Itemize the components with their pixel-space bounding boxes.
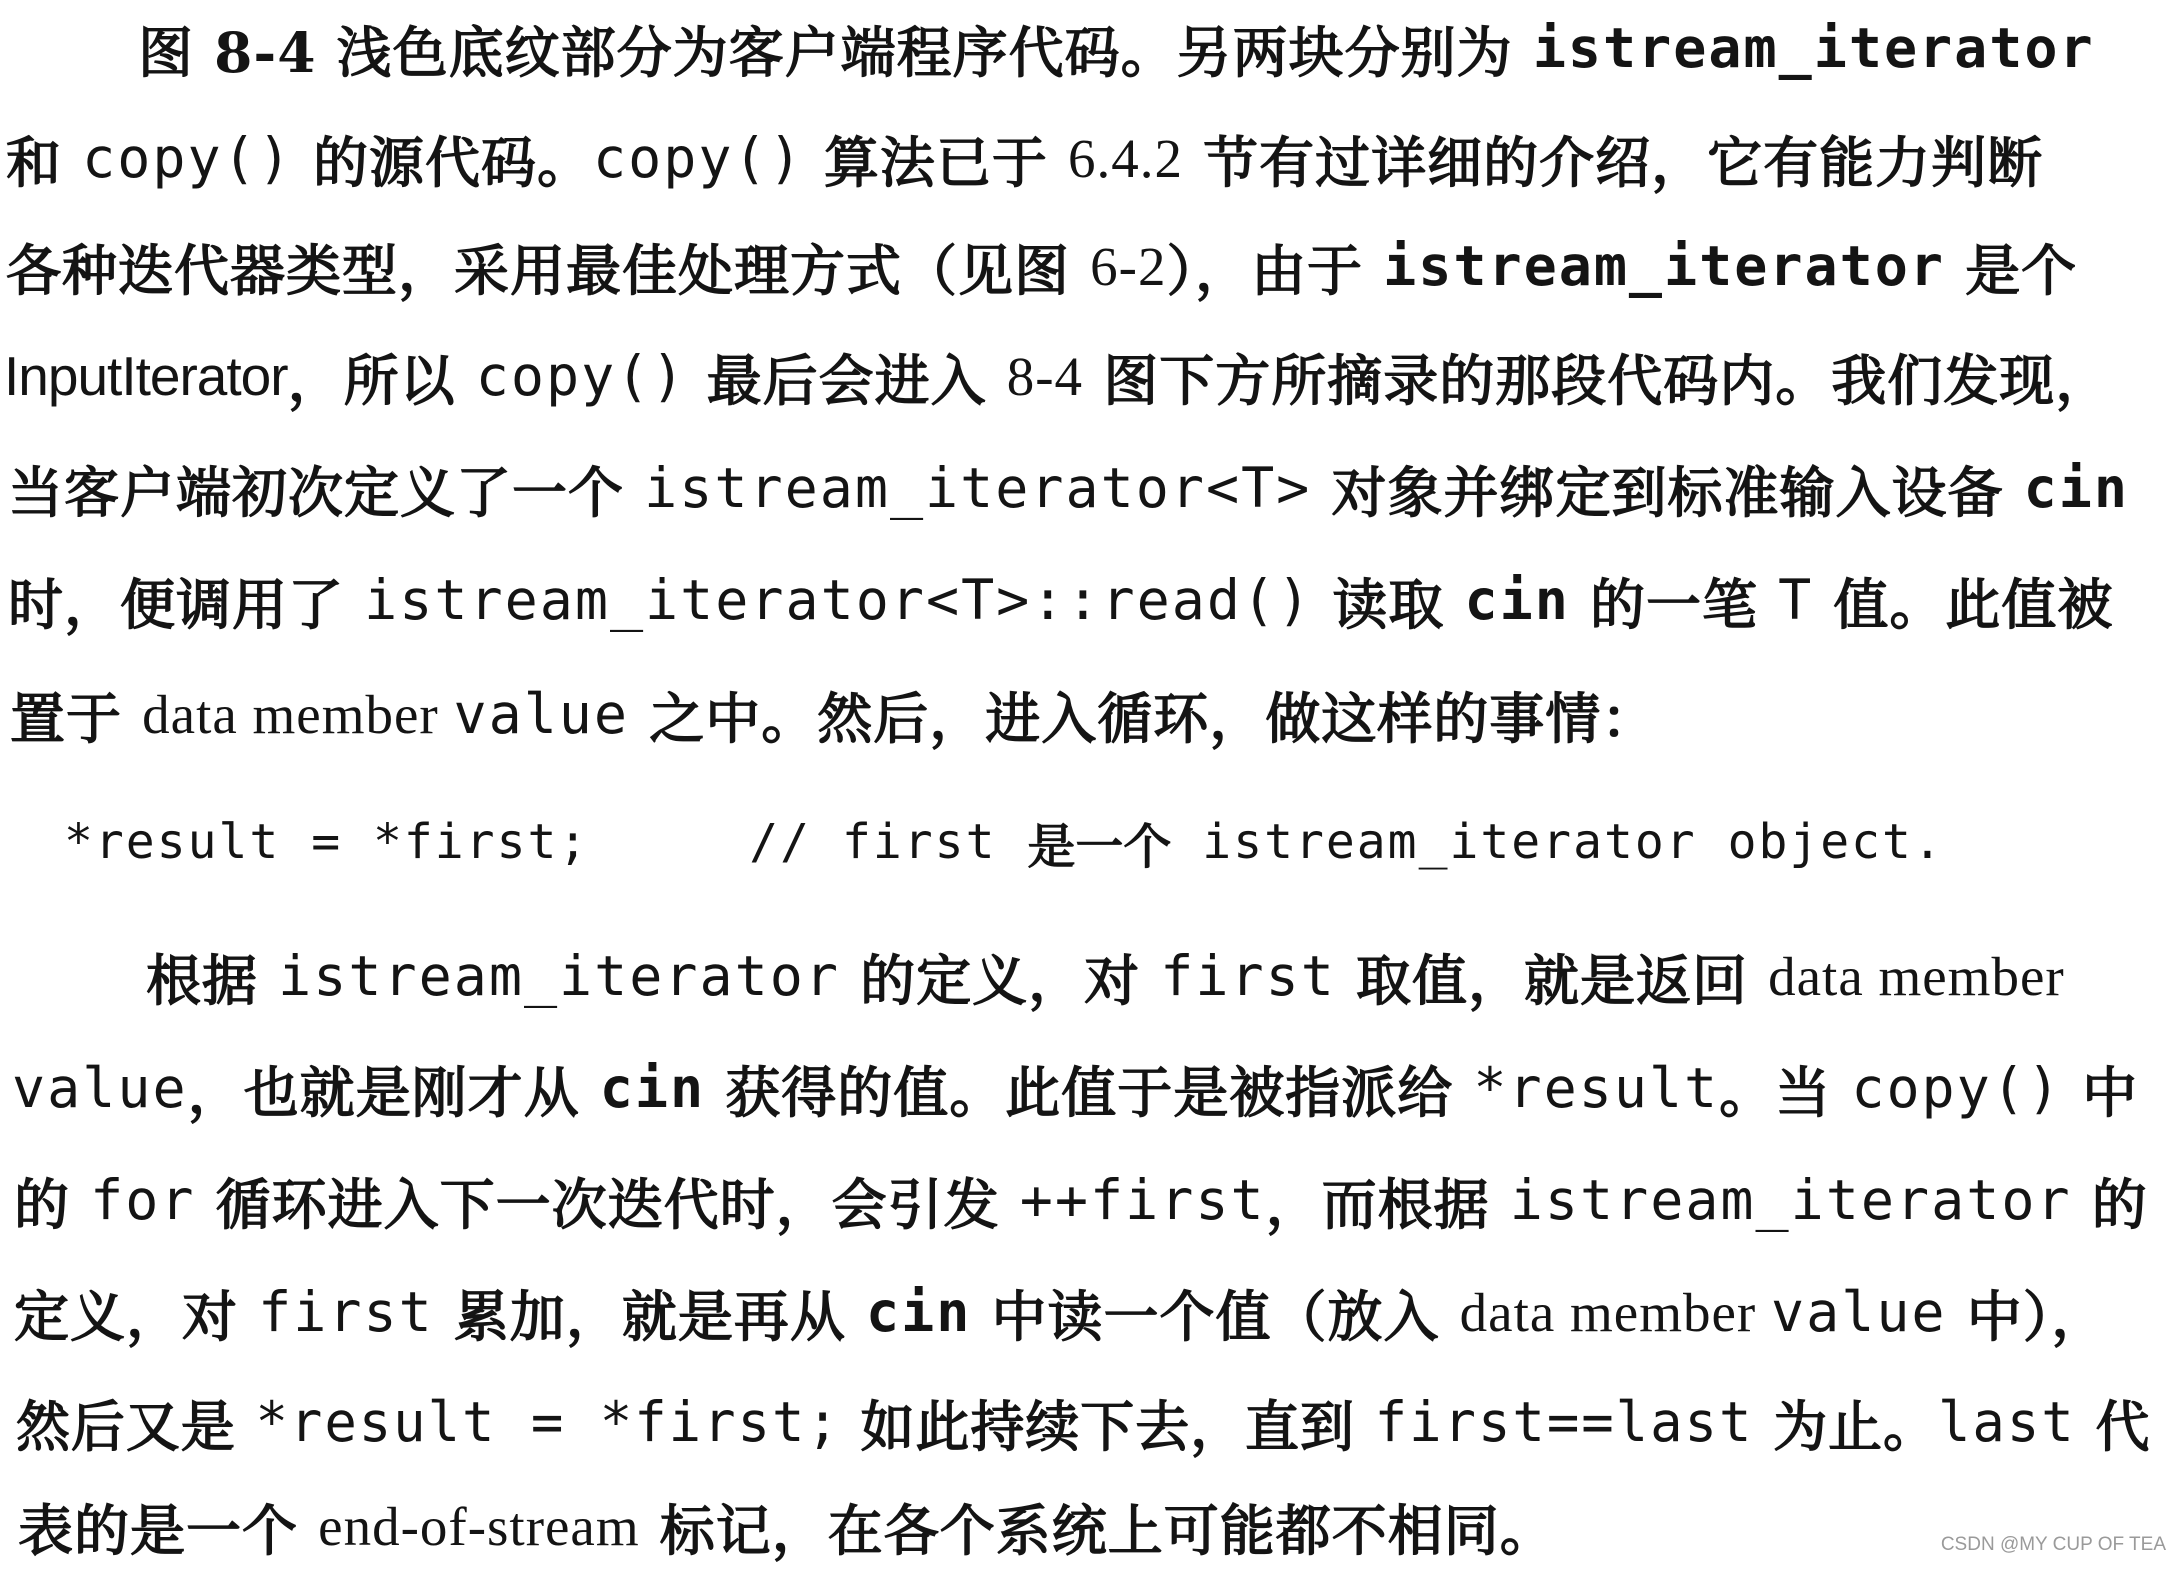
text-run: istream_iterator: [1383, 234, 1945, 298]
text-run: 算法已于: [803, 129, 1068, 195]
text-run: ++first: [1019, 1168, 1266, 1232]
text-run: 累加，就是再从: [433, 1283, 867, 1349]
text-run: 值。此值被: [1813, 571, 2114, 637]
text-run: ，也就是刚才从: [187, 1059, 600, 1125]
text-run: data member: [1459, 1281, 1771, 1343]
text-run: 中: [2062, 1059, 2139, 1125]
code-statement: *result = *first;: [64, 814, 590, 870]
text-run: istream_iterator: [1532, 16, 2095, 80]
text-run: 如此持续下去，直到: [840, 1393, 1375, 1459]
text-run: for: [90, 1168, 196, 1232]
text-run: value: [453, 682, 630, 746]
paragraph-1-line: [6, 218, 2077, 314]
text-run: end-of-stream: [318, 1495, 640, 1557]
paragraph-2-line: [18, 1478, 1556, 1574]
text-run: 的: [2071, 1171, 2148, 1237]
text-run: 然后又是: [16, 1393, 256, 1459]
paragraph-2-line: [14, 1152, 2148, 1248]
paragraph-2-line: [14, 1264, 2107, 1360]
text-run: 和: [6, 129, 83, 195]
text-run: 8-4: [1006, 345, 1084, 407]
text-run: 读取: [1312, 571, 1465, 637]
text-run: 节有过详细的介绍，它有能力判断: [1182, 129, 2044, 195]
text-run: 6.4.2: [1067, 127, 1183, 189]
text-run: 的定义，对: [839, 947, 1161, 1013]
text-run: first: [258, 1280, 434, 1344]
text-run: ，而根据: [1265, 1171, 1510, 1237]
text-run: 的一笔: [1569, 571, 1779, 637]
paragraph-1-line: [8, 440, 2129, 536]
text-run: copy(): [475, 344, 687, 408]
text-run: 是个: [1944, 237, 2078, 303]
code-comment-suffix: istream_iterator object.: [1171, 814, 1944, 870]
text-run: *result = *first;: [255, 1390, 841, 1454]
text-run: 图下方所摘录的那段代码内。我们发现，: [1083, 347, 2112, 413]
code-example: [64, 800, 1944, 884]
text-run: value: [12, 1056, 188, 1120]
text-run: 根据: [146, 947, 279, 1013]
text-run: 置于: [10, 685, 143, 751]
text-run: T: [1778, 568, 1814, 632]
code-comment-zh: 是一个: [1027, 818, 1172, 875]
text-run: 取值，就是返回: [1335, 947, 1769, 1013]
text-run: data member: [142, 683, 454, 745]
text-run: 代: [2075, 1393, 2151, 1459]
watermark: CSDN @MY CUP OF TEA: [1940, 1534, 2166, 1555]
paragraph-1-line: [4, 328, 2111, 424]
text-run: copy(): [82, 126, 293, 190]
text-run: 最后会进入: [686, 347, 1007, 413]
text-run: 。当: [1719, 1059, 1852, 1125]
text-run: 中读一个值（放入: [971, 1283, 1460, 1349]
text-run: 标记，在各个系统上可能都不相同。: [639, 1497, 1556, 1563]
text-run: value: [1770, 1280, 1947, 1344]
paragraph-2-line: [146, 928, 2065, 1024]
text-run: cin: [2023, 456, 2129, 520]
text-run: 对象并绑定到标准输入设备: [1311, 459, 2024, 525]
text-run: 中），: [1946, 1283, 2108, 1349]
text-run: first==last: [1374, 1390, 1754, 1454]
text-run: 为止。: [1753, 1393, 1938, 1459]
paragraph-1-line: [138, 0, 2095, 96]
text-run: first: [1160, 944, 1336, 1008]
text-run: copy(): [1851, 1056, 2063, 1120]
paragraph-2-line: [16, 1374, 2150, 1470]
code-comment-prefix: // first: [749, 814, 1028, 870]
text-run: istream_iterator: [1509, 1168, 2072, 1232]
text-run: istream_iterator: [278, 944, 840, 1008]
text-run: cin: [1464, 568, 1570, 632]
text-run: 各种迭代器类型，采用最佳处理方式（见图: [6, 237, 1091, 303]
text-run: ），由于: [1166, 237, 1384, 303]
paragraph-1-line: [10, 666, 1657, 762]
text-run: data member: [1768, 945, 2065, 1007]
text-run: 图 8-4 浅色底纹部分为客户端程序代码。另两块分别为: [138, 19, 1533, 85]
text-run: 定义，对: [14, 1283, 259, 1349]
text-run: 6-2: [1090, 235, 1167, 297]
paragraph-1-line: [8, 552, 2113, 648]
text-run: 时，便调用了: [8, 571, 365, 637]
paragraph-2-line: [12, 1040, 2138, 1136]
text-run: *result: [1473, 1056, 1720, 1120]
text-run: istream_iterator<T>: [644, 456, 1312, 520]
text-run: cin: [599, 1056, 706, 1120]
text-run: cin: [866, 1280, 972, 1344]
text-run: ，所以: [287, 347, 476, 413]
text-run: 的源代码。: [292, 129, 593, 195]
text-run: 的: [14, 1171, 91, 1237]
text-run: istream_iterator<T>::read(): [364, 568, 1313, 632]
text-run: 获得的值。此值于是被指派给: [705, 1059, 1474, 1125]
paragraph-1-line: [6, 110, 2043, 206]
text-run: copy(): [593, 126, 804, 190]
text-run: 当客户端初次定义了一个: [8, 459, 645, 525]
text-run: 循环进入下一次迭代时，会引发: [195, 1171, 1020, 1237]
text-run: last: [1937, 1390, 2076, 1454]
text-run: InputIterator: [4, 345, 288, 407]
text-run: 表的是一个: [18, 1497, 319, 1563]
text-run: 之中。然后，进入循环，做这样的事情：: [629, 685, 1658, 751]
